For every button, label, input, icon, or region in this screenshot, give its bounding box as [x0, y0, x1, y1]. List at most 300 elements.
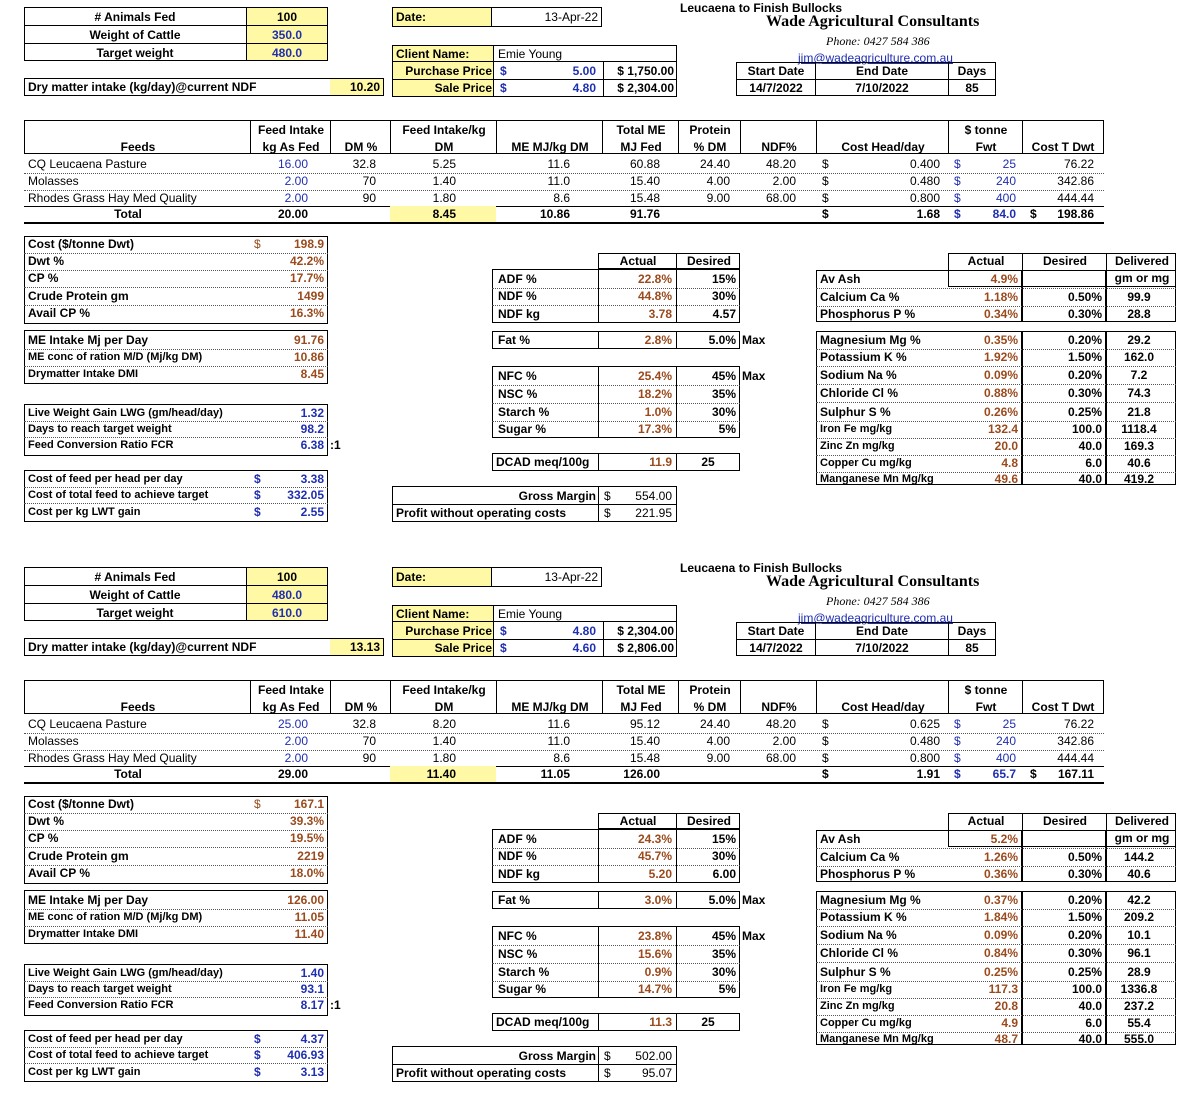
- mineral-delivered: 40.6: [1127, 456, 1151, 470]
- mineral-desired: 0.20%: [1067, 928, 1102, 942]
- feed-dmi: 8.20: [432, 717, 456, 731]
- mineral-desired: 40.0: [1078, 439, 1102, 453]
- column-divider: [740, 680, 741, 714]
- mineral-label: Sodium Na %: [820, 368, 897, 382]
- energy-value: 10.86: [293, 350, 324, 364]
- feed-name: Rhodes Grass Hay Med Quality: [28, 191, 197, 205]
- purchase-total: $ 2,304.00: [617, 624, 674, 638]
- feed-cost: 0.480: [909, 734, 940, 748]
- mineral-delivered: 28.9: [1127, 965, 1151, 979]
- growth-label: Feed Conversion Ratio FCR: [28, 999, 174, 1011]
- mineral-desired: 0.20%: [1067, 893, 1102, 907]
- feed-cost-currency: $: [822, 157, 829, 171]
- profit-label: Profit without operating costs: [396, 1066, 566, 1080]
- mineral-delivered: 7.2: [1130, 368, 1148, 382]
- feed-dm: 90: [362, 751, 376, 765]
- sale-total: $ 2,806.00: [617, 641, 674, 655]
- summary-label: Avail CP %: [28, 866, 91, 880]
- animals-fed-label: # Animals Fed: [94, 570, 176, 584]
- purchase-total: $ 1,750.00: [617, 64, 674, 78]
- dcad-actual: 11.3: [649, 1015, 672, 1029]
- fibre-label: NSC %: [498, 947, 538, 961]
- fibre-actual: 3.0%: [644, 893, 672, 907]
- fibre-desired: 5.0%: [708, 893, 736, 907]
- feed-tonne-currency: $: [954, 734, 961, 748]
- energy-label: Drymatter Intake DMI: [28, 928, 139, 940]
- client-name: Emie Young: [498, 607, 563, 621]
- col-dmintake-header: Feed Intake/kg: [402, 683, 486, 697]
- start-date-label: Start Date: [747, 624, 805, 638]
- column-divider: [948, 62, 949, 96]
- total-totme: 126.00: [623, 767, 660, 781]
- mineral-desired: 0.30%: [1067, 307, 1102, 321]
- fibre-actual: 25.4%: [637, 369, 672, 383]
- days-value: 85: [965, 81, 979, 95]
- fibre-label: Fat %: [498, 893, 531, 907]
- mineral-actual: 0.09%: [983, 368, 1018, 382]
- feed-costt: 444.44: [1057, 751, 1094, 765]
- mineral-desired: [1026, 271, 1102, 287]
- mineral-desired: 0.20%: [1067, 333, 1102, 347]
- weight-label: Weight of Cattle: [89, 588, 181, 602]
- mineral-desired: 6.0: [1085, 1016, 1102, 1030]
- fibre-actual: 18.2%: [637, 387, 672, 401]
- column-divider: [598, 1013, 599, 1031]
- mineral-actual: 1.18%: [983, 290, 1018, 304]
- growth-value: 8.17: [300, 998, 324, 1012]
- mineral-delivered: [1108, 271, 1170, 287]
- mineral-delivered: 162.0: [1123, 350, 1155, 364]
- dmi-label: Dry matter intake (kg/day)@current NDF: [28, 80, 257, 94]
- col-intake-header-2: kg As Fed: [262, 700, 320, 714]
- mineral-desired: 0.50%: [1067, 290, 1102, 304]
- animals-fed-label: # Animals Fed: [94, 10, 176, 24]
- mineral-label: Sulphur S %: [820, 405, 891, 419]
- feed-cost: 0.480: [909, 174, 940, 188]
- profit-value: 95.07: [641, 1066, 672, 1080]
- column-divider: [740, 120, 741, 154]
- report-title: Leucaena to Finish Bullocks: [680, 561, 843, 575]
- summary-value: 18.0%: [289, 866, 324, 880]
- col-dm-header: DM %: [344, 700, 378, 714]
- summary-currency: $: [254, 797, 261, 811]
- feed-cost: 0.800: [909, 751, 940, 765]
- mineral-label: Magnesium Mg %: [820, 893, 921, 907]
- mineral-actual: 4.8: [1001, 456, 1018, 470]
- divider: [24, 603, 328, 604]
- mineral-desired: 100.0: [1071, 982, 1102, 996]
- total-underline: [24, 782, 1104, 784]
- summary-label: Avail CP %: [28, 306, 91, 320]
- fibre-desired: 6.00: [712, 867, 736, 881]
- energy-label: ME Intake Mj per Day: [28, 893, 149, 907]
- dmi-value: 13.13: [349, 640, 380, 654]
- column-divider: [676, 331, 677, 349]
- total-label: Total: [114, 767, 142, 781]
- client-label: Client Name:: [396, 47, 470, 61]
- ration-sheet-2: [0, 552, 1200, 1104]
- feed-me: 11.0: [547, 174, 570, 188]
- company-email-link[interactable]: jim@wadeagriculture.com.au: [798, 51, 953, 65]
- summary-currency: $: [254, 237, 261, 251]
- fibre-desired: 45%: [711, 369, 736, 383]
- feed-me: 11.0: [547, 734, 570, 748]
- summary-label: Crude Protein gm: [28, 849, 129, 863]
- column-divider: [390, 120, 391, 154]
- cost-label: Cost of feed per head per day: [28, 1033, 183, 1045]
- company-name: Wade Agricultural Consultants: [766, 573, 980, 590]
- col-dmintake-header-2: DM: [434, 140, 454, 154]
- mineral-delivered: 169.3: [1123, 439, 1155, 453]
- fibre-label: NDF kg: [498, 867, 540, 881]
- col-totme-header-2: MJ Fed: [620, 700, 662, 714]
- mineral-label: Potassium K %: [820, 350, 907, 364]
- feed-costt: 76.22: [1063, 717, 1094, 731]
- column-divider: [948, 680, 949, 714]
- fibre-label: NFC %: [498, 929, 537, 943]
- cost-value: 3.38: [300, 472, 324, 486]
- cost-value: 4.37: [300, 1032, 324, 1046]
- feed-dmi: 5.25: [432, 157, 456, 171]
- gross-margin-currency: $: [604, 1049, 611, 1063]
- fibre-desired: 45%: [711, 929, 736, 943]
- mineral-delivered: 237.2: [1123, 999, 1155, 1013]
- column-divider: [816, 120, 817, 154]
- fibre-desired: 30%: [711, 849, 736, 863]
- mineral-actual: 0.84%: [983, 946, 1018, 960]
- feed-cost-currency: $: [822, 734, 829, 748]
- mineral-desired: 1.50%: [1067, 350, 1102, 364]
- mineral-delivered: 28.8: [1127, 307, 1151, 321]
- column-divider: [948, 120, 949, 154]
- feed-tonne-currency: $: [954, 191, 961, 205]
- mineral-actual: 20.0: [994, 439, 1018, 453]
- mineral-actual: 0.09%: [983, 928, 1018, 942]
- col-me-header: ME MJ/kg DM: [511, 700, 589, 714]
- mineral-actual: 1.92%: [983, 350, 1018, 364]
- total-dmi: 11.40: [426, 767, 456, 781]
- feed-name: Rhodes Grass Hay Med Quality: [28, 751, 197, 765]
- col-totme-header: Total ME: [616, 683, 666, 697]
- feed-ndf: 68.00: [765, 751, 796, 765]
- summary-label: Dwt %: [28, 814, 64, 828]
- fibre-desired: 15%: [711, 832, 736, 846]
- fibre-actual: 0.9%: [644, 965, 672, 979]
- feed-name: CQ Leucaena Pasture: [28, 157, 147, 171]
- sale-price-label: Sale Price: [434, 81, 492, 95]
- dcad-actual: 11.9: [649, 455, 672, 469]
- mineral-actual: 0.34%: [983, 307, 1018, 321]
- sale-price-value: 4.80: [572, 81, 596, 95]
- column-divider: [598, 331, 599, 349]
- mineral-label: Chloride Cl %: [820, 386, 899, 400]
- total-me: 11.05: [540, 767, 570, 781]
- mineral-actual-header: Actual: [967, 814, 1005, 828]
- column-divider: [598, 829, 599, 883]
- mineral-delivered-header-2: gm or mg: [1114, 271, 1170, 285]
- fibre-actual: 17.3%: [637, 422, 672, 436]
- feed-cost: 0.800: [909, 191, 940, 205]
- summary-value: 1499: [297, 289, 324, 303]
- cost-currency: $: [254, 505, 261, 519]
- feed-totme: 95.12: [629, 717, 660, 731]
- mineral-desired-header: Desired: [1042, 254, 1088, 268]
- summary-value: 198.9: [293, 237, 324, 251]
- feed-name: Molasses: [28, 174, 79, 188]
- mineral-desired: 100.0: [1071, 422, 1102, 436]
- dmi-value: 10.20: [349, 80, 380, 94]
- fibre-label: Sugar %: [498, 982, 547, 996]
- feed-tonne-currency: $: [954, 751, 961, 765]
- cost-label: Cost of total feed to achieve target: [28, 1049, 209, 1061]
- feed-me: 8.6: [553, 751, 570, 765]
- column-divider: [816, 680, 817, 714]
- target-value: 610.0: [271, 606, 303, 620]
- feed-protein: 24.40: [699, 717, 730, 731]
- gross-margin-value: 502.00: [635, 1049, 672, 1063]
- company-email-link[interactable]: jim@wadeagriculture.com.au: [798, 611, 953, 625]
- column-divider: [496, 680, 497, 714]
- energy-value: 126.00: [287, 893, 324, 907]
- sale-currency: $: [500, 81, 507, 95]
- mineral-actual: 1.26%: [983, 850, 1018, 864]
- fibre-desired: 4.57: [712, 307, 736, 321]
- feed-tonne-price: 240: [995, 734, 1016, 748]
- column-divider: [496, 120, 497, 154]
- total-underline: [24, 222, 1104, 224]
- column-divider: [598, 1046, 599, 1082]
- feed-me: 11.6: [547, 157, 570, 171]
- end-date-label: End Date: [855, 624, 908, 638]
- column-divider: [603, 61, 604, 97]
- mineral-desired: 40.0: [1078, 1032, 1102, 1046]
- mineral-actual: 49.6: [994, 472, 1018, 486]
- column-divider: [678, 120, 679, 154]
- mineral-desired: 0.30%: [1067, 867, 1102, 881]
- column-divider: [676, 1013, 677, 1031]
- feed-tonne-currency: $: [954, 717, 961, 731]
- feed-totme: 15.40: [629, 734, 660, 748]
- mineral-delivered: 1118.4: [1121, 422, 1157, 436]
- fibre-actual: 23.8%: [637, 929, 672, 943]
- feed-dmi: 1.40: [432, 734, 456, 748]
- mineral-label: Copper Cu mg/kg: [820, 457, 912, 469]
- mineral-actual-header: Actual: [967, 254, 1005, 268]
- col-protein-header: Protein: [689, 683, 731, 697]
- feed-dmi: 1.80: [432, 751, 456, 765]
- column-divider: [948, 622, 949, 656]
- mineral-actual: 4.9: [1001, 1016, 1018, 1030]
- mineral-delivered: 55.4: [1127, 1016, 1151, 1030]
- total-tonne: 65.7: [992, 767, 1016, 781]
- col-me-header: ME MJ/kg DM: [511, 140, 589, 154]
- mineral-label: Sodium Na %: [820, 928, 897, 942]
- feed-dmi: 1.80: [432, 191, 456, 205]
- feed-dm: 70: [362, 734, 376, 748]
- date-label: Date:: [396, 570, 427, 584]
- total-cost-currency: $: [822, 207, 829, 221]
- feed-protein: 24.40: [699, 157, 730, 171]
- date-value: 13-Apr-22: [544, 10, 598, 24]
- growth-label: Days to reach target weight: [28, 423, 172, 435]
- mineral-actual: 1.84%: [983, 910, 1018, 924]
- feed-intake: 2.00: [284, 751, 308, 765]
- start-date-value: 14/7/2022: [749, 81, 803, 95]
- fibre-actual: 22.8%: [637, 272, 672, 286]
- total-totme: 91.76: [629, 207, 660, 221]
- gross-margin-label: Gross Margin: [518, 1049, 596, 1063]
- ration-sheet-1: [0, 0, 1200, 544]
- mineral-label: Potassium K %: [820, 910, 907, 924]
- total-costt: 167.11: [1057, 767, 1094, 781]
- column-divider: [676, 253, 677, 269]
- days-label: Days: [957, 624, 987, 638]
- total-tonne: 84.0: [992, 207, 1016, 221]
- total-tonne-currency: $: [954, 767, 961, 781]
- column-divider: [598, 486, 599, 522]
- fibre-desired-header: Desired: [686, 814, 732, 828]
- mineral-label: Phosphorus P %: [820, 867, 916, 881]
- feed-costt: 444.44: [1057, 191, 1094, 205]
- fibre-actual: 15.6%: [637, 947, 672, 961]
- feed-protein: 9.00: [706, 191, 730, 205]
- fibre-actual: 45.7%: [637, 849, 672, 863]
- mineral-desired-header: Desired: [1042, 814, 1088, 828]
- mineral-delivered: 1336.8: [1120, 982, 1158, 996]
- mineral-label: Copper Cu mg/kg: [820, 1017, 912, 1029]
- column-divider: [598, 926, 599, 998]
- col-intake-header-2: kg As Fed: [262, 140, 320, 154]
- mineral-desired: 0.20%: [1067, 368, 1102, 382]
- company-phone: Phone: 0427 584 386: [826, 594, 930, 608]
- mineral-desired: 0.25%: [1067, 965, 1102, 979]
- column-divider: [1022, 680, 1023, 714]
- feed-name: CQ Leucaena Pasture: [28, 717, 147, 731]
- growth-value: 1.40: [300, 966, 324, 980]
- weight-label: Weight of Cattle: [89, 28, 181, 42]
- column-divider: [1022, 120, 1023, 154]
- feed-protein: 4.00: [706, 174, 730, 188]
- mineral-actual: 0.88%: [983, 386, 1018, 400]
- fibre-label: NDF %: [498, 289, 537, 303]
- growth-label: Feed Conversion Ratio FCR: [28, 439, 174, 451]
- cost-label: Cost per kg LWT gain: [28, 506, 141, 518]
- mineral-actual: 0.26%: [983, 405, 1018, 419]
- feed-tonne-price: 25: [1002, 717, 1016, 731]
- mineral-label: Sulphur S %: [820, 965, 891, 979]
- feed-intake: 25.00: [277, 717, 308, 731]
- report-title: Leucaena to Finish Bullocks: [680, 1, 843, 15]
- feed-totme: 60.88: [629, 157, 660, 171]
- animals-fed-value: 100: [276, 10, 298, 24]
- column-divider: [676, 813, 677, 829]
- fibre-actual: 14.7%: [637, 982, 672, 996]
- growth-value: 93.1: [300, 982, 324, 996]
- summary-label: CP %: [28, 271, 59, 285]
- col-protein-header: Protein: [689, 123, 731, 137]
- mineral-desired: 0.50%: [1067, 850, 1102, 864]
- column-divider: [250, 680, 251, 714]
- purchase-price-label: Purchase Price: [405, 624, 492, 638]
- sale-total: $ 2,304.00: [617, 81, 674, 95]
- dcad-label: DCAD meq/100g: [496, 455, 590, 469]
- end-date-value: 7/10/2022: [855, 641, 909, 655]
- mineral-delivered: 42.2: [1127, 893, 1151, 907]
- growth-label: Live Weight Gain LWG (gm/head/day): [28, 967, 223, 979]
- col-costt-header: Cost T Dwt: [1031, 140, 1095, 154]
- end-date-value: 7/10/2022: [855, 81, 909, 95]
- feed-ndf: 48.20: [765, 157, 796, 171]
- mineral-delivered: 29.2: [1127, 333, 1151, 347]
- sale-price-value: 4.60: [572, 641, 596, 655]
- row-divider: [816, 402, 1176, 403]
- feed-cost-currency: $: [822, 751, 829, 765]
- cost-label: Cost of feed per head per day: [28, 473, 183, 485]
- fibre-actual-header: Actual: [619, 254, 657, 268]
- mineral-delivered: 555.0: [1123, 1032, 1155, 1046]
- mineral-label: Chloride Cl %: [820, 946, 899, 960]
- feed-totme: 15.48: [629, 191, 660, 205]
- column-divider: [676, 453, 677, 471]
- fibre-label: NDF kg: [498, 307, 540, 321]
- fibre-actual-header: Actual: [619, 814, 657, 828]
- cost-value: 3.13: [300, 1065, 324, 1079]
- column-divider: [602, 120, 603, 154]
- cost-value: 332.05: [287, 488, 324, 502]
- energy-value: 8.45: [300, 367, 324, 381]
- mineral-label: Phosphorus P %: [820, 307, 916, 321]
- energy-label: Drymatter Intake DMI: [28, 368, 139, 380]
- mineral-delivered: 419.2: [1123, 472, 1155, 486]
- date-value: 13-Apr-22: [544, 570, 598, 584]
- mineral-actual: 0.35%: [983, 333, 1018, 347]
- summary-value: 16.3%: [289, 306, 324, 320]
- col-totme-header-2: MJ Fed: [620, 140, 662, 154]
- column-divider: [678, 680, 679, 714]
- feed-cost-currency: $: [822, 191, 829, 205]
- col-protein-header-2: % DM: [693, 140, 727, 154]
- fibre-desired-header: Desired: [686, 254, 732, 268]
- col-tonne-header: $ tonne: [964, 683, 1008, 697]
- purchase-currency: $: [500, 624, 507, 638]
- mineral-actual: 48.7: [994, 1032, 1018, 1046]
- column-divider: [676, 366, 677, 438]
- profit-value: 221.95: [635, 506, 672, 520]
- feed-ndf: 48.20: [765, 717, 796, 731]
- fibre-actual: 24.3%: [637, 832, 672, 846]
- mineral-label: Av Ash: [820, 832, 861, 846]
- mineral-desired: [1026, 831, 1102, 847]
- max-note: Max: [742, 893, 766, 907]
- column-divider: [676, 829, 677, 883]
- fcr-suffix: :1: [330, 438, 341, 452]
- max-note: Max: [742, 929, 766, 943]
- mineral-label: Manganese Mn Mg/kg: [820, 1033, 934, 1045]
- summary-value: 19.5%: [289, 831, 324, 845]
- mineral-actual: 117.3: [988, 982, 1018, 996]
- mineral-label: Zinc Zn mg/kg: [820, 1000, 895, 1012]
- feed-totme: 15.48: [629, 751, 660, 765]
- sale-price-label: Sale Price: [434, 641, 492, 655]
- weight-value: 480.0: [271, 588, 303, 602]
- total-cost: 1.68: [916, 207, 940, 221]
- feed-ndf: 2.00: [772, 174, 796, 188]
- fcr-suffix: :1: [330, 998, 341, 1012]
- cost-label: Cost per kg LWT gain: [28, 1066, 141, 1078]
- summary-value: 167.1: [293, 797, 324, 811]
- column-divider: [250, 120, 251, 154]
- summary-label: Crude Protein gm: [28, 289, 129, 303]
